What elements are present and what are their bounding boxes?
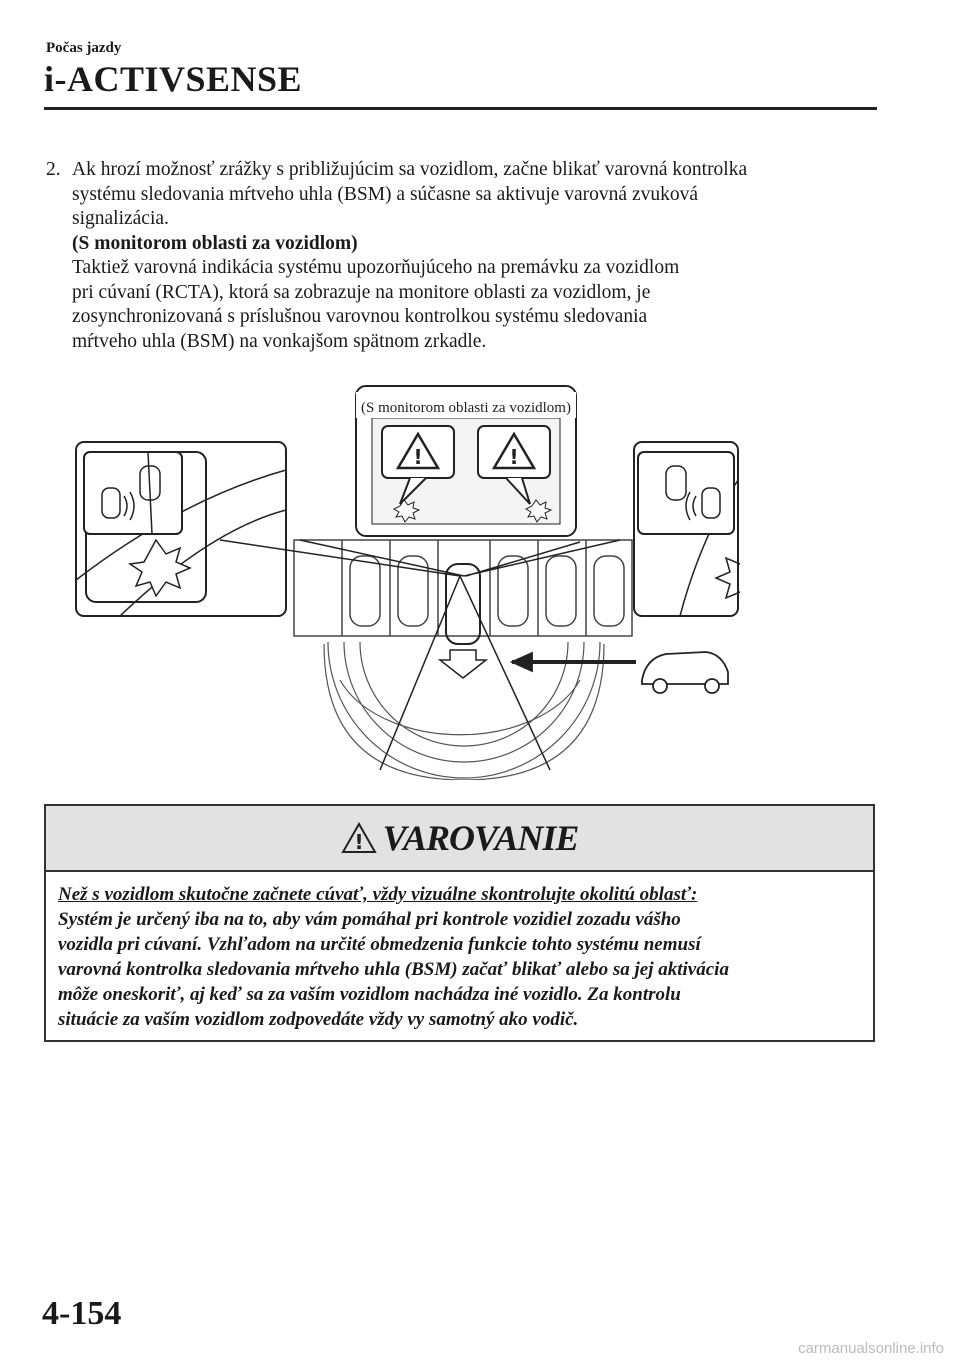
step-line: zosynchronizovaná s príslušnou varovnou kontrolkou systému sledovania (72, 306, 648, 327)
svg-text:!: ! (354, 830, 364, 854)
step-body (72, 158, 886, 354)
monitor-label: (S monitorom oblasti za vozidlom) (361, 400, 571, 416)
header-divider (44, 107, 877, 110)
rcta-illustration (60, 380, 740, 780)
step-line: mŕtveho uhla (BSM) na vonkajšom spätnom zrkadle. (72, 330, 487, 352)
step-subheading: (S monitorom oblasti za vozidlom) (72, 232, 358, 254)
step-2 (46, 158, 886, 354)
breadcrumb: Počas jazdy (46, 40, 122, 56)
warning-header (46, 806, 873, 872)
warning-line: situácie za vaším vozidlom zodpovedáte vždy vy samotný ako vodič. (58, 1009, 579, 1030)
right-bsm-indicator (638, 452, 734, 534)
warning-triangle-icon (341, 822, 377, 854)
warning-line: varovná kontrolka sledovania mŕtveho uhla (BSM) začať blikať alebo sa jej aktivácia (58, 959, 729, 980)
warning-line: Systém je určený iba na to, aby vám pomáhal pri kontrole vozidiel zozadu vášho (58, 909, 681, 930)
svg-text:!: ! (509, 445, 519, 469)
step-line: systému sledovania mŕtveho uhla (BSM) a súčasne sa aktivuje varovná zvuková (72, 183, 699, 205)
step-number: 2. (46, 159, 61, 180)
warning-body (46, 872, 873, 1032)
page-number: 4-154 (42, 1295, 122, 1332)
warning-line: môže oneskoriť, aj keď sa za vaším vozidlom nachádza iné vozidlo. Za kontrolu (58, 984, 681, 1005)
step-line: Taktiež varovná indikácia systému upozorňujúceho na premávku za vozidlom (72, 257, 680, 278)
right-bsm-flash-icon (716, 550, 740, 606)
warning-label: VAROVANIE (382, 818, 579, 858)
step-line: Ak hrozí možnosť zrážky s približujúcim sa vozidlom, začne blikať varovná kontrolka (72, 159, 748, 180)
warning-line: vozidla pri cúvaní. Vzhľadom na určité obmedzenia funkcie tohto systému nemusí (58, 934, 701, 955)
left-bsm-flash-icon (130, 540, 190, 596)
warning-box (44, 804, 875, 1042)
approaching-vehicle (512, 652, 728, 693)
left-bsm-indicator (84, 452, 182, 534)
step-line: pri cúvaní (RCTA), ktorá sa zobrazuje na monitore oblasti za vozidlom, je (72, 281, 651, 303)
step-line: signalizácia. (72, 208, 169, 229)
watermark: carmanualsonline.info (798, 1340, 944, 1357)
section-title: i-ACTIVSENSE (44, 59, 303, 99)
warning-lead: Než s vozidlom skutočne začnete cúvať, vždy vizuálne skontrolujte okolitú oblasť: (58, 884, 698, 905)
svg-text:!: ! (413, 445, 423, 469)
